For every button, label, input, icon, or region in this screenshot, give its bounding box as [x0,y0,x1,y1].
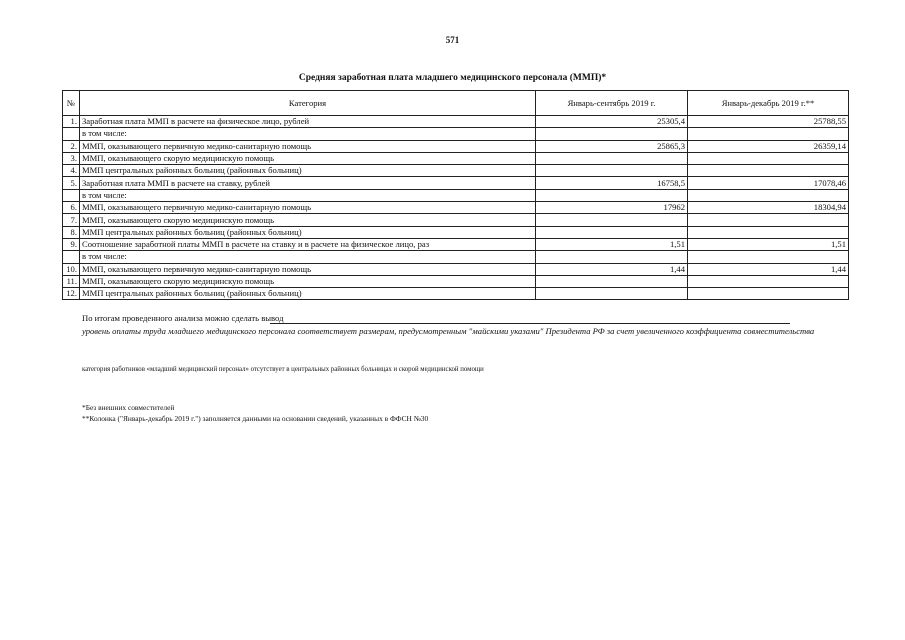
row-number: 3. [63,152,80,164]
row-number: 11. [63,275,80,287]
category-note: категория работников «младший медицинский персонал» отсутствует в центральных районных больницах и скорой медицинской помощи [82,366,484,373]
row-jan-sep-value: 1,51 [536,238,688,250]
table-row [63,189,849,201]
table-row [63,202,849,214]
table-row [63,140,849,152]
table-row [63,251,849,263]
row-category: в том числе: [80,189,536,201]
footnote-2: **Колонка ("Январь-декабрь 2019 г.") заполняется данными на основании сведений, указанных в ФФСН №30 [82,414,429,423]
table-header-row [63,91,849,116]
salary-table [62,90,849,300]
row-category: ММП, оказывающего первичную медико-санитарную помощь [80,140,536,152]
table-row [63,116,849,128]
row-number: 6. [63,202,80,214]
row-jan-dec-value [688,165,849,177]
row-jan-dec-value: 18304,94 [688,202,849,214]
row-jan-sep-value [536,165,688,177]
row-jan-dec-value [688,189,849,201]
table-row [63,263,849,275]
row-jan-dec-value [688,275,849,287]
row-jan-dec-value [688,128,849,140]
row-category: Соотношение заработной платы ММП в расчете на ставку и в расчете на физическое лицо, раз [80,238,536,250]
conclusion-text: уровень оплаты труда младшего медицинского персонала соответствует размерам, предусмотренным "майскими указами" Президента РФ за счет увеличенного коэффициента совместительства [82,326,815,336]
row-jan-sep-value: 25865,3 [536,140,688,152]
header-number: № [63,91,80,116]
row-jan-dec-value [688,214,849,226]
row-jan-sep-value [536,152,688,164]
row-jan-dec-value [688,152,849,164]
row-category: Заработная плата ММП в расчете на физическое лицо, рублей [80,116,536,128]
row-jan-dec-value [688,288,849,300]
row-number: 1. [63,116,80,128]
row-category: ММП, оказывающего первичную медико-санитарную помощь [80,263,536,275]
table-row [63,128,849,140]
row-jan-sep-value [536,226,688,238]
header-jan-sep: Январь-сентябрь 2019 г. [536,91,688,116]
row-jan-sep-value [536,288,688,300]
row-category: ММП, оказывающего первичную медико-санитарную помощь [80,202,536,214]
row-category: ММП, оказывающего скорую медицинскую помощь [80,152,536,164]
row-category: ММП, оказывающего скорую медицинскую помощь [80,275,536,287]
conclusion-underline [270,323,790,324]
row-category: ММП центральных районных больниц (районных больниц) [80,226,536,238]
row-jan-sep-value [536,251,688,263]
row-category: в том числе: [80,251,536,263]
row-category: ММП центральных районных больниц (районных больниц) [80,288,536,300]
row-category: ММП, оказывающего скорую медицинскую помощь [80,214,536,226]
row-number: 2. [63,140,80,152]
row-jan-dec-value: 25788,55 [688,116,849,128]
row-jan-sep-value [536,189,688,201]
header-jan-dec: Январь-декабрь 2019 г.** [688,91,849,116]
table-row [63,288,849,300]
row-jan-dec-value [688,226,849,238]
row-jan-sep-value: 25305,4 [536,116,688,128]
row-category: в том числе: [80,128,536,140]
table-row [63,152,849,164]
table-row [63,165,849,177]
footnote-1: *Без внешних совместителей [82,403,175,412]
table-row [63,238,849,250]
document-title: Средняя заработная плата младшего медицинского персонала (ММП)* [298,73,607,83]
page-number: 571 [445,35,460,45]
row-jan-sep-value: 1,44 [536,263,688,275]
header-category: Категория [80,91,536,116]
row-number: 10. [63,263,80,275]
row-jan-sep-value: 16758,5 [536,177,688,189]
table-row [63,226,849,238]
row-jan-sep-value: 17962 [536,202,688,214]
row-jan-sep-value [536,275,688,287]
row-jan-dec-value: 1,44 [688,263,849,275]
row-jan-sep-value [536,128,688,140]
row-number: 5. [63,177,80,189]
row-jan-dec-value [688,251,849,263]
row-category: Заработная плата ММП в расчете на ставку, рублей [80,177,536,189]
row-jan-sep-value [536,214,688,226]
row-number: 9. [63,238,80,250]
row-number [63,251,80,263]
row-number [63,128,80,140]
table-row [63,275,849,287]
conclusion-label: По итогам проведенного анализа можно сделать вывод [82,313,284,323]
row-number: 7. [63,214,80,226]
row-category: ММП центральных районных больниц (районных больниц) [80,165,536,177]
row-number [63,189,80,201]
row-number: 4. [63,165,80,177]
row-number: 12. [63,288,80,300]
row-jan-dec-value: 26359,14 [688,140,849,152]
row-jan-dec-value: 1,51 [688,238,849,250]
row-number: 8. [63,226,80,238]
table-row [63,214,849,226]
table-row [63,177,849,189]
row-jan-dec-value: 17078,46 [688,177,849,189]
